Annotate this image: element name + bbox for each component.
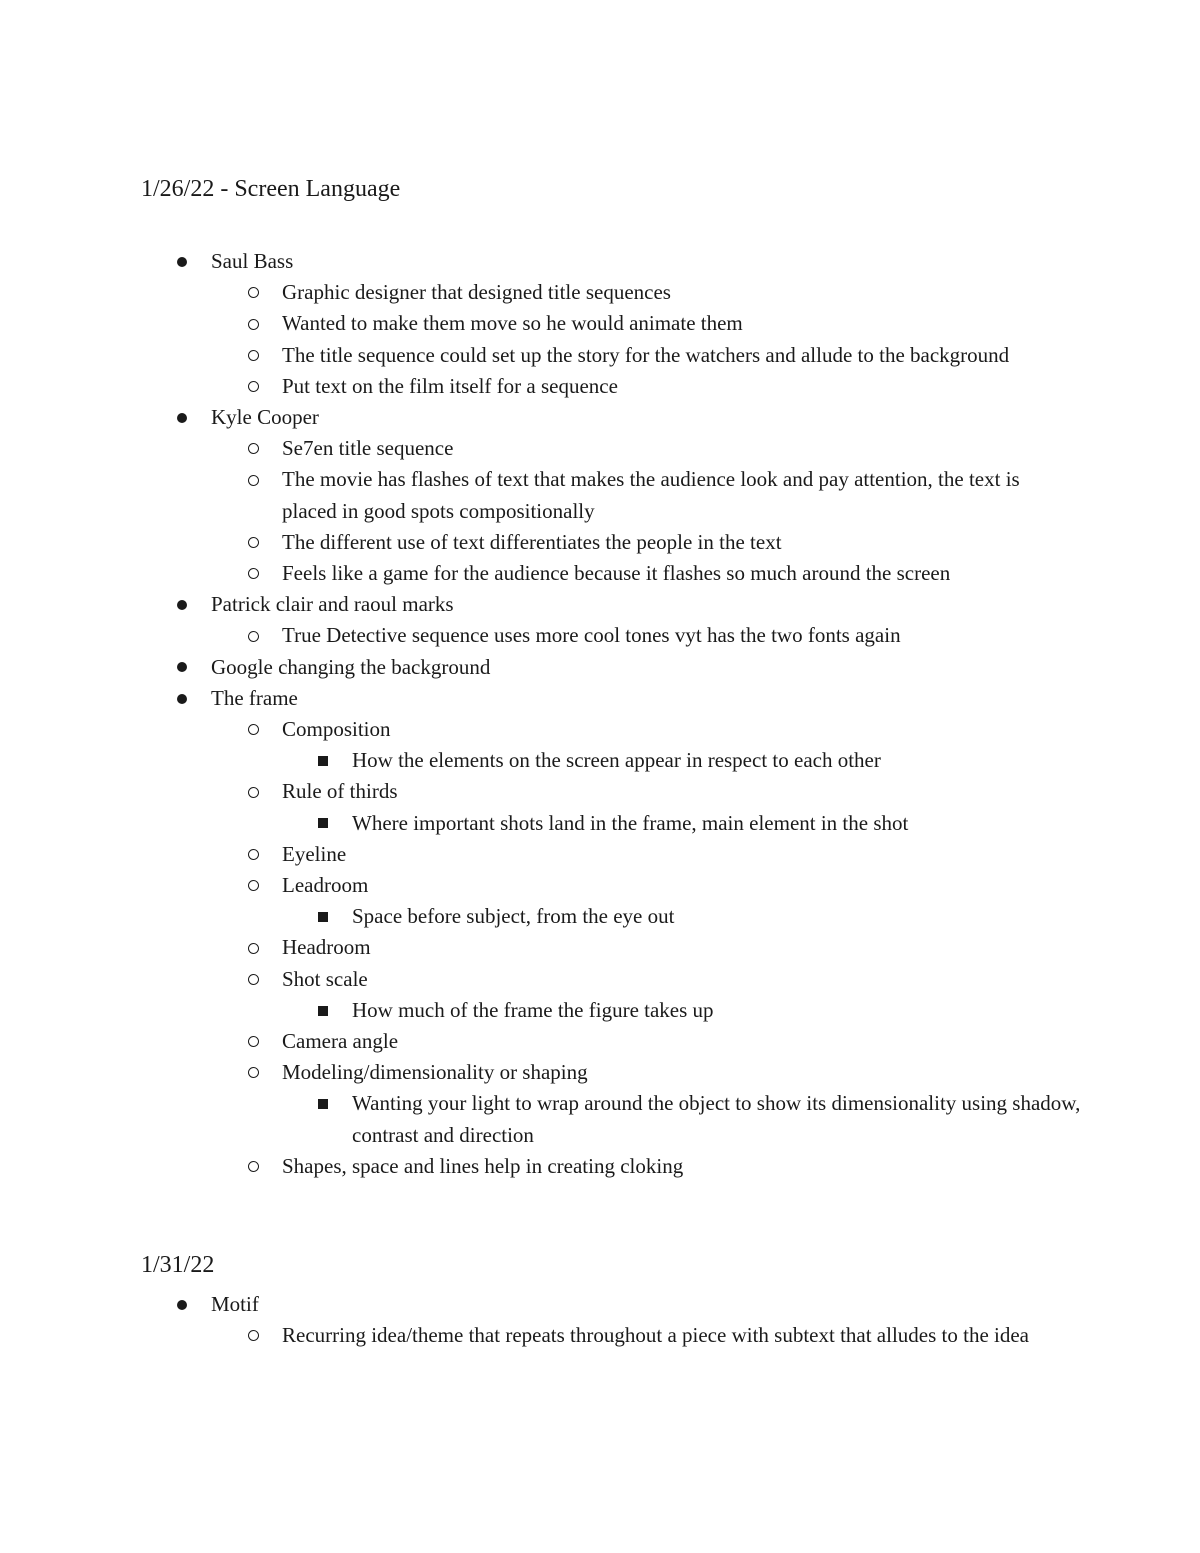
bullet-mark	[177, 600, 187, 610]
list-item-text: Headroom	[282, 935, 371, 960]
list-item-level-1	[0, 652, 1200, 683]
bullet-mark	[248, 1161, 259, 1172]
list-item-level-3	[0, 901, 1200, 932]
bullet-mark	[318, 756, 328, 766]
filled-square-bullet-icon	[318, 1088, 328, 1119]
list-item-text: Put text on the film itself for a sequence	[282, 373, 618, 398]
bullet-mark	[248, 350, 259, 361]
list-item-text: Graphic designer that designed title sequences	[282, 280, 671, 305]
hollow-circle-bullet-icon	[248, 839, 259, 870]
filled-disc-bullet-icon	[177, 402, 187, 433]
hollow-circle-bullet-icon	[248, 964, 259, 995]
bullet-mark	[248, 568, 259, 579]
bullet-mark	[248, 475, 259, 486]
list-item-level-3	[0, 745, 1200, 776]
list-item-text: Shapes, space and lines help in creating cloking	[282, 1153, 684, 1178]
hollow-circle-bullet-icon	[248, 527, 259, 558]
list-item-text: The title sequence could set up the story for the watchers and allude to the background	[282, 342, 1010, 367]
list-item-text: Motif	[211, 1292, 259, 1316]
bullet-mark	[177, 694, 187, 704]
list-item-text: Kyle Cooper	[211, 405, 319, 430]
hollow-circle-bullet-icon	[248, 932, 259, 963]
bullet-mark	[248, 880, 259, 891]
list-item-text: The different use of text differentiates the people in the text	[282, 529, 782, 554]
hollow-circle-bullet-icon	[248, 776, 259, 807]
bullet-mark	[248, 974, 259, 985]
filled-square-bullet-icon	[318, 745, 328, 776]
bullet-mark	[248, 787, 259, 798]
list-item-text: Wanting your light to wrap around the object to show its dimensionality using shadow, contrast and direction	[352, 1091, 1081, 1147]
list-item-level-1	[0, 589, 1200, 620]
list-item-level-1	[0, 1289, 1200, 1320]
filled-disc-bullet-icon	[177, 652, 187, 683]
list-item-text: Se7en title sequence	[282, 436, 454, 461]
hollow-circle-bullet-icon	[248, 340, 259, 371]
list-item-level-1	[0, 402, 1200, 433]
list-item-text: True Detective sequence uses more cool tones vyt has the two fonts again	[282, 623, 901, 648]
bullet-mark	[248, 943, 259, 954]
list-item-level-2	[0, 1057, 1200, 1088]
bullet-mark	[318, 1006, 328, 1016]
list-item-text: Modeling/dimensionality or shaping	[282, 1060, 588, 1085]
list-item-text: Where important shots land in the frame, main element in the shot	[352, 810, 909, 835]
list-item-level-3	[0, 995, 1200, 1026]
filled-disc-bullet-icon	[177, 1289, 187, 1320]
list-item-text: Space before subject, from the eye out	[352, 904, 675, 929]
list-item-level-2	[0, 714, 1200, 745]
hollow-circle-bullet-icon	[248, 714, 259, 745]
hollow-circle-bullet-icon	[248, 1057, 259, 1088]
list-item-text: Google changing the background	[211, 654, 491, 679]
bullet-mark	[248, 724, 259, 735]
list-item-text: Eyeline	[282, 841, 347, 866]
bullet-mark	[248, 849, 259, 860]
bullet-mark	[248, 537, 259, 548]
list-item-level-2	[0, 527, 1200, 558]
bullet-mark	[248, 443, 259, 454]
filled-disc-bullet-icon	[177, 683, 187, 714]
list-item-level-1	[0, 683, 1200, 714]
filled-disc-bullet-icon	[177, 589, 187, 620]
hollow-circle-bullet-icon	[248, 1320, 259, 1351]
filled-square-bullet-icon	[318, 808, 328, 839]
list-item-text: Wanted to make them move so he would animate them	[282, 311, 743, 336]
list-item-level-2	[0, 1026, 1200, 1057]
filled-square-bullet-icon	[318, 901, 328, 932]
list-item-level-2	[0, 932, 1200, 963]
bullet-mark	[177, 413, 187, 423]
list-item-text: Leadroom	[282, 873, 369, 898]
bullet-mark	[318, 1099, 328, 1109]
list-item-text: The frame	[211, 685, 298, 710]
list-item-level-2	[0, 776, 1200, 807]
list-item-level-2	[0, 464, 1200, 526]
list-item-text: Saul Bass	[211, 249, 294, 273]
list-item-text: Camera angle	[282, 1029, 399, 1054]
list-item-level-2	[0, 1320, 1200, 1351]
list-item-text: Patrick clair and raoul marks	[211, 592, 454, 617]
bullet-mark	[248, 1067, 259, 1078]
list-item-text: The movie has flashes of text that makes the audience look and pay attention, the text is placed in good spots compositionally	[282, 467, 1020, 523]
section-heading-1-26-22: 1/26/22 - Screen Language	[141, 176, 401, 202]
list-item-level-2	[0, 371, 1200, 402]
list-item-level-2	[0, 308, 1200, 339]
bullet-mark	[318, 912, 328, 922]
hollow-circle-bullet-icon	[248, 1026, 259, 1057]
list-item-level-2	[0, 433, 1200, 464]
list-item-text: Feels like a game for the audience because it flashes so much around the screen	[282, 561, 951, 586]
hollow-circle-bullet-icon	[248, 620, 259, 651]
list-item-text: Rule of thirds	[282, 779, 398, 804]
filled-square-bullet-icon	[318, 995, 328, 1026]
hollow-circle-bullet-icon	[248, 1151, 259, 1182]
list-item-level-2	[0, 870, 1200, 901]
hollow-circle-bullet-icon	[248, 371, 259, 402]
list-item-level-2	[0, 964, 1200, 995]
bullet-mark	[248, 631, 259, 642]
list-item-level-2	[0, 558, 1200, 589]
bullet-mark	[177, 662, 187, 672]
list-item-text: Recurring idea/theme that repeats throughout a piece with subtext that alludes to the idea	[282, 1323, 1030, 1348]
list-item-text: Shot scale	[282, 966, 368, 991]
hollow-circle-bullet-icon	[248, 277, 259, 308]
notes-list-1-31-22	[0, 1289, 1200, 1351]
hollow-circle-bullet-icon	[248, 433, 259, 464]
list-item-level-2	[0, 340, 1200, 371]
section-heading-1-31-22: 1/31/22	[141, 1252, 215, 1278]
bullet-mark	[248, 319, 259, 330]
bullet-mark	[318, 818, 328, 828]
filled-disc-bullet-icon	[177, 246, 187, 277]
hollow-circle-bullet-icon	[248, 464, 259, 495]
bullet-mark	[177, 1300, 187, 1310]
bullet-mark	[248, 381, 259, 392]
notes-list-1-26-22	[0, 246, 1200, 1182]
hollow-circle-bullet-icon	[248, 308, 259, 339]
list-item-level-2	[0, 277, 1200, 308]
bullet-mark	[248, 287, 259, 298]
bullet-mark	[177, 257, 187, 267]
hollow-circle-bullet-icon	[248, 870, 259, 901]
bullet-mark	[248, 1036, 259, 1047]
list-item-text: How much of the frame the figure takes up	[352, 997, 714, 1022]
list-item-text: Composition	[282, 717, 391, 742]
list-item-level-1	[0, 246, 1200, 277]
list-item-level-3	[0, 808, 1200, 839]
list-item-level-3	[0, 1088, 1200, 1150]
bullet-mark	[248, 1330, 259, 1341]
list-item-text: How the elements on the screen appear in respect to each other	[352, 748, 881, 773]
list-item-level-2	[0, 1151, 1200, 1182]
list-item-level-2	[0, 620, 1200, 651]
hollow-circle-bullet-icon	[248, 558, 259, 589]
list-item-level-2	[0, 839, 1200, 870]
